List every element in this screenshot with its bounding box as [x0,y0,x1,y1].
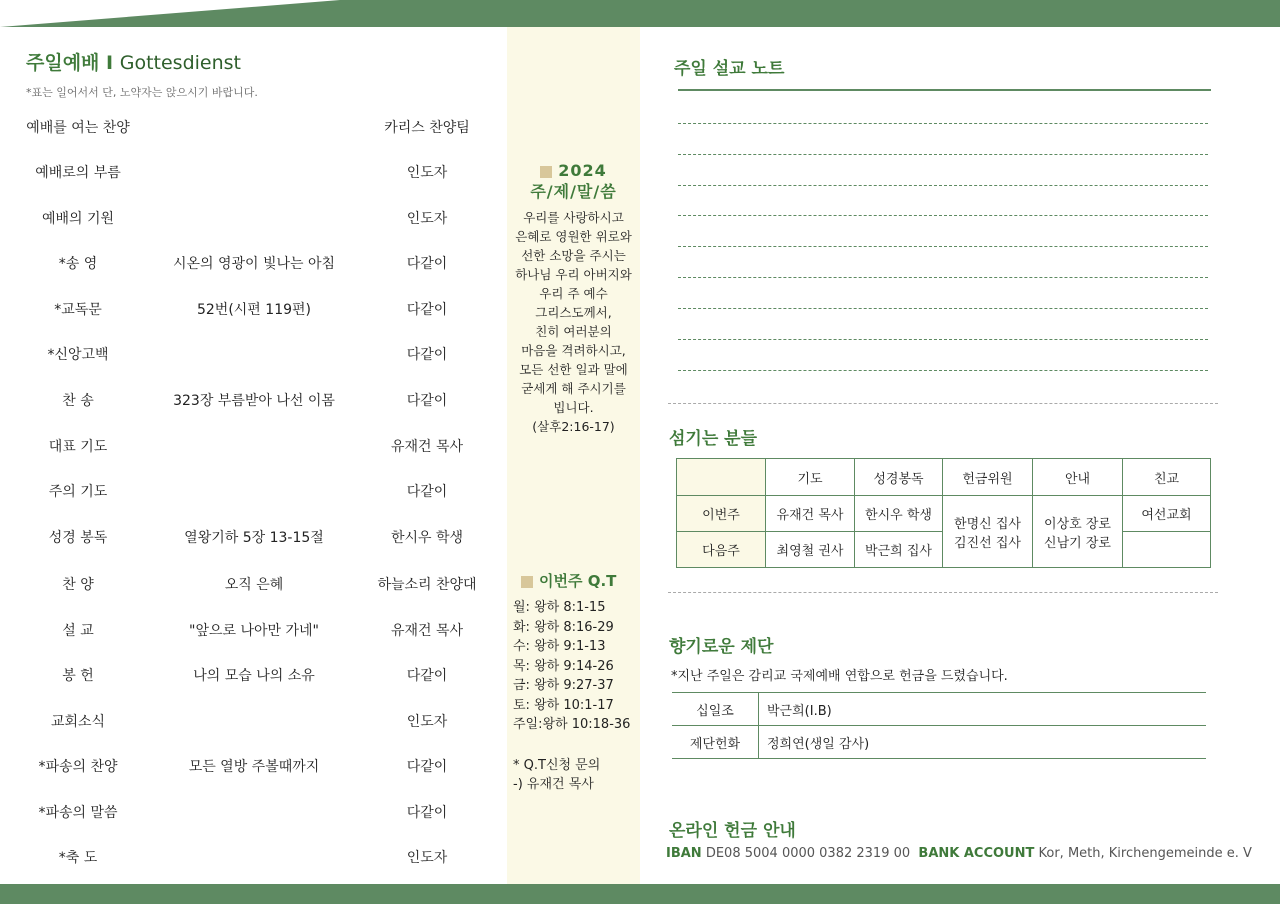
note-line [678,339,1208,340]
committee-name: 김진선 집사 [954,535,1021,551]
order-item: 찬 양 [62,577,94,593]
offering-kind: 제단헌화 [672,726,759,759]
table-row [672,693,1206,726]
order-leader: 인도자 [406,714,448,730]
cell-prayer: 유재건 목사 [766,496,855,532]
order-item: *송 영 [58,256,98,272]
verse-line: 빕니다. [553,400,594,415]
qt-day: 수: 왕하 9:1-13 [513,639,606,654]
theme-year: 2024 [558,161,607,180]
verse-line: 우리 주 예수 [539,286,608,301]
order-row [0,847,500,871]
verse-line: 그리스도께서, [535,305,612,320]
qt-note-line: * Q.T신청 문의 [513,758,601,773]
verse-line: 우리를 사랑하시고 [523,210,624,225]
order-leader: 유재건 목사 [390,439,464,455]
qt-day: 화: 왕하 8:16-29 [513,619,614,635]
order-item: 주의 기도 [48,484,108,500]
sermon-notes-title: 주일 설교 노트 [674,59,785,79]
order-item: 예배로의 부름 [35,165,121,181]
order-content: 열왕기하 5장 13-15절 [184,530,324,546]
order-row [0,665,500,689]
bank-account-name: Kor, Meth, Kirchengemeinde e. V [1038,846,1252,861]
order-row [0,481,500,505]
order-leader: 한시우 학생 [390,530,464,546]
order-item: 교회소식 [50,714,106,730]
order-row [0,390,500,414]
verse-line: 하나님 우리 아버지와 [515,267,632,282]
cell-reading: 박근희 집사 [855,532,943,568]
worship-note: *표는 일어서서 단, 노약자는 앉으시기 바랍니다. [26,86,258,99]
order-item: *파송의 찬양 [38,759,118,775]
table-row [677,496,1211,532]
qt-note [513,756,600,794]
order-item: 대표 기도 [48,439,108,455]
order-item: 예배를 여는 찬양 [26,120,130,136]
order-leader: 다같이 [406,347,448,363]
order-row [0,117,500,141]
order-item: *축 도 [58,850,98,866]
verse-line: 친히 여러분의 [535,324,612,339]
order-leader: 다같이 [406,302,448,318]
theme-label: 주/제/말/씀 [530,182,617,201]
theme-verse [507,208,640,436]
theme-sidebar [507,27,640,884]
order-leader: 인도자 [406,165,448,181]
usher-name: 신남기 장로 [1044,535,1111,551]
order-leader: 유재건 목사 [390,623,464,639]
order-row [0,208,500,232]
cell-friendship [1123,532,1211,568]
order-row [0,253,500,277]
order-leader: 다같이 [406,759,448,775]
header-offering: 헌금위원 [943,459,1033,496]
top-banner-cut [0,0,340,27]
order-row [0,344,500,368]
order-row [0,711,500,735]
note-line [678,277,1208,278]
square-bullet-icon [540,166,552,178]
verse-line: 모든 선한 일과 말에 [519,362,628,377]
iban-value: DE08 5004 0000 0382 2319 00 [705,846,911,861]
offering-title: 향기로운 제단 [669,637,774,657]
qt-heading [521,570,616,591]
square-bullet-icon [521,576,533,588]
qt-day: 목: 왕하 9:14-26 [513,658,614,674]
cell-reading: 한시우 학생 [855,496,943,532]
cell-ushers [1033,496,1123,568]
table-row [672,726,1206,759]
order-leader: 다같이 [406,484,448,500]
verse-line: 굳세게 해 주시기를 [521,381,626,396]
order-item: 예배의 기원 [41,211,115,227]
order-content: 나의 모습 나의 소유 [193,668,315,684]
qt-list [513,598,630,735]
bank-info [666,846,1252,861]
order-row [0,756,500,780]
order-leader: 다같이 [406,393,448,409]
sermon-notes-rule [678,89,1211,91]
order-leader: 인도자 [406,850,448,866]
qt-note-contact: -) 유재건 목사 [513,777,594,792]
usher-name: 이상호 장로 [1044,516,1111,532]
order-item: 봉 헌 [62,668,94,684]
section-divider [668,592,1218,593]
order-row [0,574,500,598]
order-leader: 다같이 [406,668,448,684]
order-content: 모든 열방 주볼때까지 [188,759,320,775]
order-leader: 인도자 [406,211,448,227]
bottom-banner [0,884,1280,904]
order-content: 시온의 영광이 빛나는 아침 [172,256,336,272]
note-line [678,246,1208,247]
committee-name: 한명신 집사 [954,516,1021,532]
worship-title-ko: 주일예배 I [26,52,114,74]
verse-line: 마음을 격려하시고, [521,343,626,358]
order-leader: 카리스 찬양팀 [384,120,470,136]
order-item: *신앙고백 [47,347,109,363]
offering-names: 박근희(I.B) [759,693,1207,726]
order-content: 52번(시편 119편) [196,302,311,318]
order-row [0,527,500,551]
bank-account-label: BANK ACCOUNT [918,846,1035,861]
verse-line: 선한 소망을 주시는 [521,248,626,263]
note-line [678,154,1208,155]
qt-title: 이번주 Q.T [539,572,617,590]
order-leader: 다같이 [406,805,448,821]
header-reading: 성경봉독 [855,459,943,496]
row-next-week: 다음주 [677,532,766,568]
table-corner [677,459,766,496]
note-line [678,123,1208,124]
order-item: *파송의 말씀 [38,805,118,821]
row-this-week: 이번주 [677,496,766,532]
qt-day: 월: 왕하 8:1-15 [513,600,606,615]
order-row [0,620,500,644]
iban-label: IBAN [666,846,702,861]
worship-title-de: Gottesdienst [119,52,241,74]
header-ushers: 안내 [1033,459,1123,496]
qt-day: 토: 왕하 10:1-17 [513,697,614,713]
section-divider [668,403,1218,404]
cell-friendship: 여선교회 [1123,496,1211,532]
cell-offering-committee [943,496,1033,568]
note-line [678,215,1208,216]
offering-note: *지난 주일은 감리교 국제예배 연합으로 헌금을 드렸습니다. [671,669,1008,684]
cell-prayer: 최영철 권사 [766,532,855,568]
order-content: 오직 은혜 [224,577,284,593]
worship-title [26,48,241,75]
note-line [678,370,1208,371]
order-row [0,162,500,186]
note-line [678,185,1208,186]
offering-table [672,692,1206,759]
order-leader: 하늘소리 찬양대 [377,577,477,593]
order-row [0,436,500,460]
offering-kind: 십일조 [672,693,759,726]
order-item: 성경 봉독 [48,530,108,546]
verse-reference: (살후2:16-17) [532,419,615,434]
online-offering-title: 온라인 헌금 안내 [669,821,796,841]
order-content: 323장 부름받아 나선 이몸 [173,393,335,409]
servers-table [676,458,1211,568]
header-friendship: 친교 [1123,459,1211,496]
order-leader: 다같이 [406,256,448,272]
order-row [0,802,500,826]
order-row [0,299,500,323]
offering-names: 정희연(생일 감사) [759,726,1207,759]
qt-day: 주일:왕하 10:18-36 [513,717,631,732]
qt-day: 금: 왕하 9:27-37 [513,678,614,693]
theme-heading [507,160,640,202]
order-item: 설 교 [62,623,94,639]
header-prayer: 기도 [766,459,855,496]
order-item: *교독문 [54,302,102,318]
verse-line: 은혜로 영원한 위로와 [515,229,632,244]
order-item: 찬 송 [62,393,94,409]
note-line [678,308,1208,309]
order-content: "앞으로 나아만 가네" [189,623,319,639]
table-row [677,459,1211,496]
servers-title: 섬기는 분들 [669,429,758,449]
